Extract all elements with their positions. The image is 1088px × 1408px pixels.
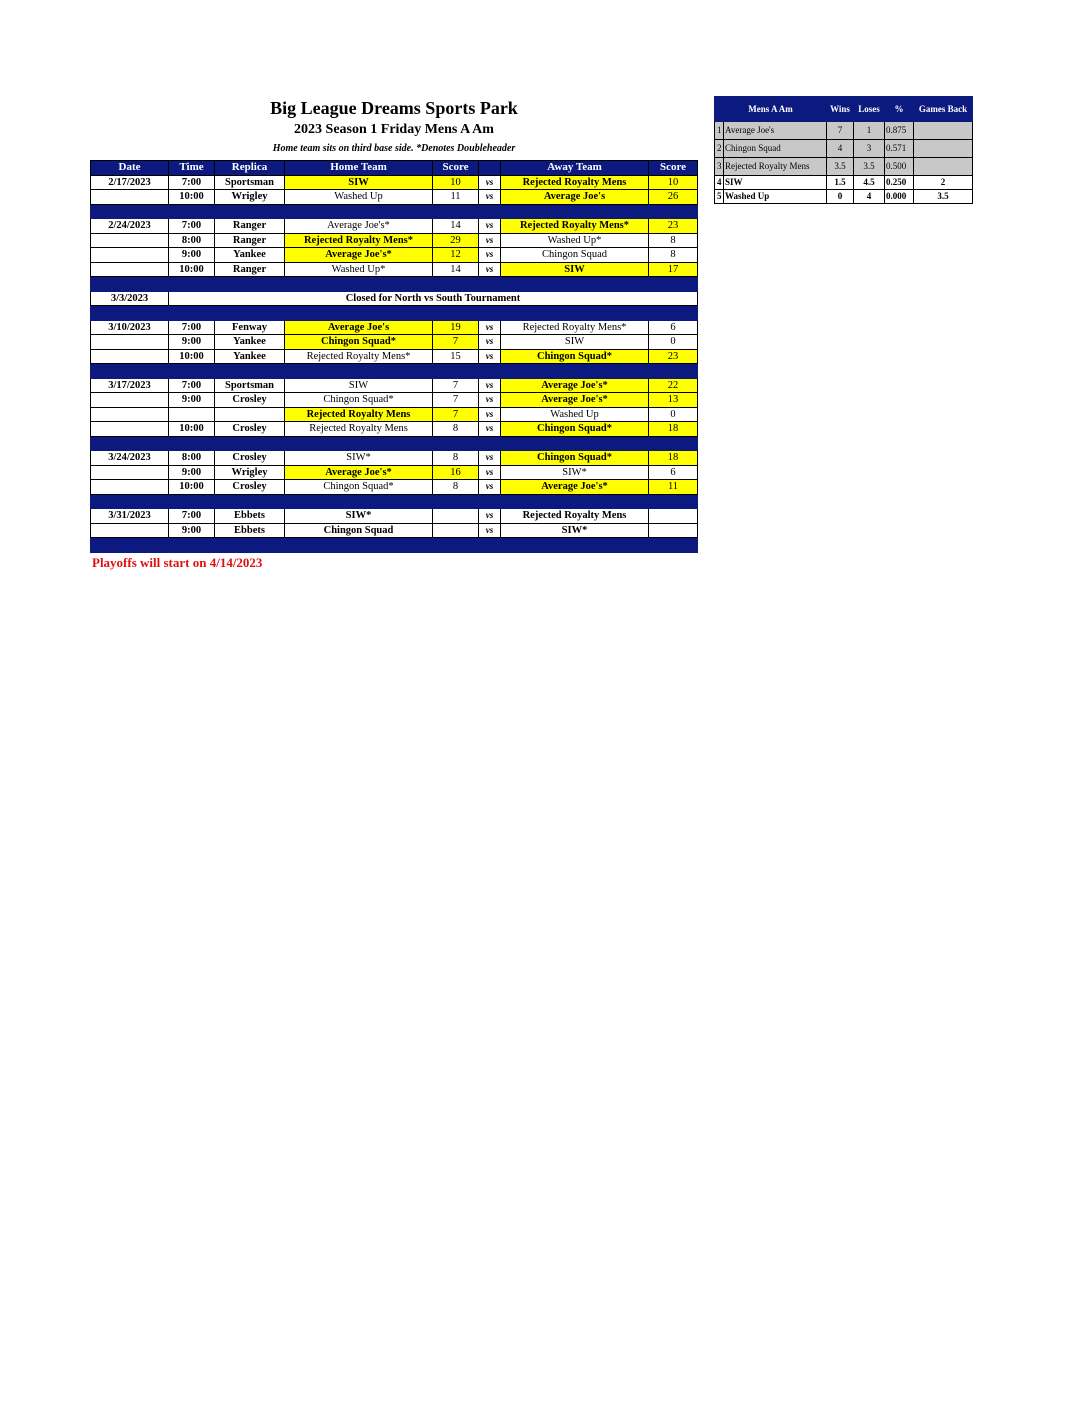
home-team: Chingon Squad* (285, 480, 433, 495)
away-score: 8 (649, 248, 698, 263)
game-field: Ranger (215, 262, 285, 277)
game-field: Ebbets (215, 509, 285, 524)
separator-cell (649, 494, 698, 509)
standings-wins: 3.5 (827, 158, 854, 176)
away-team: SIW* (501, 465, 649, 480)
game-row (91, 291, 698, 306)
game-row (91, 175, 698, 190)
game-date (91, 233, 169, 248)
game-time: 9:00 (169, 393, 215, 408)
away-team: SIW (501, 262, 649, 277)
home-team: Washed Up* (285, 262, 433, 277)
away-team: SIW (501, 335, 649, 350)
col-header-time: Time (169, 161, 215, 176)
vs-label: vs (479, 378, 501, 393)
game-field: Wrigley (215, 465, 285, 480)
away-score (649, 523, 698, 538)
game-row (91, 320, 698, 335)
separator-cell (215, 204, 285, 219)
home-team: Chingon Squad* (285, 335, 433, 350)
separator-cell (433, 204, 479, 219)
separator-cell (215, 277, 285, 292)
separator-cell (501, 538, 649, 553)
game-field: Ebbets (215, 523, 285, 538)
vs-label: vs (479, 248, 501, 263)
vs-label: vs (479, 219, 501, 234)
away-team: Rejected Royalty Mens* (501, 320, 649, 335)
separator-cell (479, 436, 501, 451)
vs-label: vs (479, 480, 501, 495)
page-title: Big League Dreams Sports Park (270, 98, 518, 118)
away-team: Average Joe's* (501, 480, 649, 495)
separator-cell (501, 277, 649, 292)
home-score: 14 (433, 262, 479, 277)
game-field: Yankee (215, 335, 285, 350)
game-time: 9:00 (169, 523, 215, 538)
game-time (169, 407, 215, 422)
game-date (91, 422, 169, 437)
home-team: Rejected Royalty Mens (285, 422, 433, 437)
standings-loses: 4 (854, 190, 885, 204)
standings-wins: 7 (827, 122, 854, 140)
game-date: 2/24/2023 (91, 219, 169, 234)
standings-games-back (914, 140, 973, 158)
game-time: 8:00 (169, 451, 215, 466)
separator-cell (433, 364, 479, 379)
col-header-replica: Replica (215, 161, 285, 176)
separator-cell (169, 538, 215, 553)
schedule-header-row (91, 161, 698, 176)
standings-wins: 0 (827, 190, 854, 204)
separator-cell (433, 494, 479, 509)
standings-pct: 0.571 (885, 140, 914, 158)
game-row (91, 465, 698, 480)
separator-cell (91, 204, 169, 219)
standings-header-wins: Wins (827, 97, 854, 122)
standings-games-back: 3.5 (914, 190, 973, 204)
separator-cell (169, 306, 215, 321)
away-team: Average Joe's* (501, 378, 649, 393)
col-header-away-score: Score (649, 161, 698, 176)
vs-label: vs (479, 422, 501, 437)
date-separator-row (91, 364, 698, 379)
home-score: 29 (433, 233, 479, 248)
away-score: 22 (649, 378, 698, 393)
home-score: 7 (433, 393, 479, 408)
away-team: Rejected Royalty Mens* (501, 219, 649, 234)
vs-label: vs (479, 509, 501, 524)
game-time: 9:00 (169, 248, 215, 263)
standings-pct: 0.500 (885, 158, 914, 176)
vs-label: vs (479, 407, 501, 422)
away-team: Rejected Royalty Mens (501, 175, 649, 190)
separator-cell (285, 538, 433, 553)
separator-cell (169, 364, 215, 379)
game-row (91, 262, 698, 277)
game-date (91, 523, 169, 538)
separator-cell (169, 436, 215, 451)
standings-loses: 4.5 (854, 176, 885, 190)
separator-cell (433, 538, 479, 553)
home-team: Rejected Royalty Mens* (285, 233, 433, 248)
away-team: Average Joe's (501, 190, 649, 205)
game-date (91, 190, 169, 205)
away-score: 18 (649, 451, 698, 466)
away-score: 11 (649, 480, 698, 495)
separator-cell (91, 306, 169, 321)
standings-loses: 3.5 (854, 158, 885, 176)
separator-cell (479, 494, 501, 509)
closed-notice: Closed for North vs South Tournament (169, 291, 698, 306)
separator-cell (215, 538, 285, 553)
home-score (433, 523, 479, 538)
game-time: 7:00 (169, 378, 215, 393)
game-field: Ranger (215, 233, 285, 248)
standings-team: Washed Up (724, 190, 827, 204)
away-team: Chingon Squad* (501, 451, 649, 466)
game-date (91, 407, 169, 422)
separator-cell (649, 204, 698, 219)
game-time: 10:00 (169, 480, 215, 495)
game-date: 3/24/2023 (91, 451, 169, 466)
away-score: 26 (649, 190, 698, 205)
standings-body (715, 122, 973, 204)
separator-cell (649, 306, 698, 321)
standings-table (714, 96, 973, 204)
separator-cell (285, 436, 433, 451)
home-score: 7 (433, 335, 479, 350)
standings-pct: 0.875 (885, 122, 914, 140)
col-header-date: Date (91, 161, 169, 176)
separator-cell (649, 538, 698, 553)
home-score: 15 (433, 349, 479, 364)
game-date (91, 393, 169, 408)
game-row (91, 523, 698, 538)
separator-cell (91, 436, 169, 451)
separator-cell (501, 436, 649, 451)
separator-cell (433, 277, 479, 292)
game-row (91, 393, 698, 408)
game-row (91, 480, 698, 495)
separator-cell (91, 364, 169, 379)
separator-cell (479, 306, 501, 321)
away-score: 13 (649, 393, 698, 408)
col-header-away-team: Away Team (501, 161, 649, 176)
separator-cell (91, 538, 169, 553)
separator-cell (285, 364, 433, 379)
standings-rank: 1 (715, 122, 724, 140)
standings-games-back: 2 (914, 176, 973, 190)
home-score: 16 (433, 465, 479, 480)
away-score: 23 (649, 219, 698, 234)
home-team: SIW (285, 378, 433, 393)
home-team: Average Joe's* (285, 219, 433, 234)
schedule-table (90, 160, 698, 553)
vs-label: vs (479, 175, 501, 190)
game-date (91, 480, 169, 495)
separator-cell (501, 204, 649, 219)
separator-cell (215, 364, 285, 379)
game-time: 8:00 (169, 233, 215, 248)
standings-header-pct: % (885, 97, 914, 122)
game-field: Ranger (215, 219, 285, 234)
date-separator-row (91, 204, 698, 219)
separator-cell (169, 494, 215, 509)
away-score: 6 (649, 465, 698, 480)
away-score: 10 (649, 175, 698, 190)
vs-label: vs (479, 393, 501, 408)
home-score: 19 (433, 320, 479, 335)
home-score: 14 (433, 219, 479, 234)
standings-rank: 5 (715, 190, 724, 204)
game-row (91, 349, 698, 364)
home-score: 8 (433, 451, 479, 466)
standings-pct: 0.000 (885, 190, 914, 204)
game-date: 3/17/2023 (91, 378, 169, 393)
separator-cell (501, 306, 649, 321)
separator-cell (285, 306, 433, 321)
standings-loses: 3 (854, 140, 885, 158)
separator-cell (285, 204, 433, 219)
away-score: 8 (649, 233, 698, 248)
game-row (91, 248, 698, 263)
game-date: 3/10/2023 (91, 320, 169, 335)
away-score: 23 (649, 349, 698, 364)
vs-label: vs (479, 233, 501, 248)
game-row (91, 190, 698, 205)
away-team: SIW* (501, 523, 649, 538)
separator-cell (649, 364, 698, 379)
separator-cell (479, 364, 501, 379)
standings-header-row (715, 97, 973, 122)
game-field: Yankee (215, 349, 285, 364)
date-separator-row (91, 436, 698, 451)
standings-team: SIW (724, 176, 827, 190)
game-row (91, 233, 698, 248)
vs-label: vs (479, 320, 501, 335)
game-field: Fenway (215, 320, 285, 335)
schedule-body (91, 175, 698, 552)
game-date (91, 248, 169, 263)
standings-rank: 3 (715, 158, 724, 176)
home-score: 11 (433, 190, 479, 205)
standings-row (715, 122, 973, 140)
game-date: 2/17/2023 (91, 175, 169, 190)
separator-cell (91, 277, 169, 292)
standings-loses: 1 (854, 122, 885, 140)
separator-cell (501, 364, 649, 379)
game-date: 3/31/2023 (91, 509, 169, 524)
separator-cell (215, 306, 285, 321)
home-team: SIW* (285, 451, 433, 466)
game-field (215, 407, 285, 422)
standings-team: Chingon Squad (724, 140, 827, 158)
separator-cell (215, 494, 285, 509)
game-row (91, 509, 698, 524)
away-team: Chingon Squad (501, 248, 649, 263)
separator-cell (649, 277, 698, 292)
game-row (91, 407, 698, 422)
away-score: 18 (649, 422, 698, 437)
away-team: Washed Up* (501, 233, 649, 248)
game-time: 7:00 (169, 175, 215, 190)
separator-cell (501, 494, 649, 509)
game-field: Sportsman (215, 378, 285, 393)
home-score (433, 509, 479, 524)
date-separator-row (91, 277, 698, 292)
home-team: SIW* (285, 509, 433, 524)
standings-rank: 4 (715, 176, 724, 190)
separator-cell (169, 277, 215, 292)
separator-cell (479, 204, 501, 219)
standings-row (715, 140, 973, 158)
vs-label: vs (479, 451, 501, 466)
standings-team: Rejected Royalty Mens (724, 158, 827, 176)
home-score: 10 (433, 175, 479, 190)
home-score: 7 (433, 378, 479, 393)
game-time: 7:00 (169, 320, 215, 335)
game-row (91, 335, 698, 350)
standings-header-division: Mens A Am (715, 97, 827, 122)
separator-cell (479, 538, 501, 553)
separator-cell (169, 204, 215, 219)
game-row (91, 378, 698, 393)
standings-row (715, 176, 973, 190)
vs-label: vs (479, 465, 501, 480)
vs-label: vs (479, 523, 501, 538)
standings-rank: 2 (715, 140, 724, 158)
game-time: 9:00 (169, 335, 215, 350)
standings-header-loses: Loses (854, 97, 885, 122)
separator-cell (433, 436, 479, 451)
separator-cell (433, 306, 479, 321)
separator-cell (91, 494, 169, 509)
home-team: SIW (285, 175, 433, 190)
game-field: Crosley (215, 451, 285, 466)
game-time: 7:00 (169, 219, 215, 234)
separator-cell (649, 436, 698, 451)
home-team: Chingon Squad (285, 523, 433, 538)
home-score: 8 (433, 480, 479, 495)
home-team: Chingon Squad* (285, 393, 433, 408)
standings-pct: 0.250 (885, 176, 914, 190)
game-row (91, 451, 698, 466)
game-date: 3/3/2023 (91, 291, 169, 306)
game-row (91, 422, 698, 437)
game-field: Crosley (215, 422, 285, 437)
date-separator-row (91, 538, 698, 553)
home-score: 8 (433, 422, 479, 437)
standings-games-back (914, 158, 973, 176)
home-score: 12 (433, 248, 479, 263)
away-team: Rejected Royalty Mens (501, 509, 649, 524)
home-team: Rejected Royalty Mens (285, 407, 433, 422)
col-header-home-team: Home Team (285, 161, 433, 176)
game-time: 10:00 (169, 262, 215, 277)
standings-header-games-back: Games Back (914, 97, 973, 122)
standings-row (715, 190, 973, 204)
game-date (91, 465, 169, 480)
col-header-home-score: Score (433, 161, 479, 176)
separator-cell (285, 494, 433, 509)
away-score: 0 (649, 407, 698, 422)
game-time: 10:00 (169, 190, 215, 205)
page-subtitle: 2023 Season 1 Friday Mens A Am (294, 122, 494, 137)
schedule-note: Home team sits on third base side. *Denotes Doubleheader (272, 143, 516, 154)
game-time: 10:00 (169, 422, 215, 437)
away-team: Average Joe's* (501, 393, 649, 408)
away-score: 6 (649, 320, 698, 335)
game-field: Wrigley (215, 190, 285, 205)
date-separator-row (91, 494, 698, 509)
separator-cell (215, 436, 285, 451)
game-date (91, 349, 169, 364)
game-field: Sportsman (215, 175, 285, 190)
game-date (91, 262, 169, 277)
game-date (91, 335, 169, 350)
game-field: Crosley (215, 393, 285, 408)
game-row (91, 219, 698, 234)
home-team: Rejected Royalty Mens* (285, 349, 433, 364)
game-time: 7:00 (169, 509, 215, 524)
vs-label: vs (479, 349, 501, 364)
standings-wins: 4 (827, 140, 854, 158)
standings-wins: 1.5 (827, 176, 854, 190)
game-time: 10:00 (169, 349, 215, 364)
home-team: Average Joe's* (285, 248, 433, 263)
standings-row (715, 158, 973, 176)
date-separator-row (91, 306, 698, 321)
vs-label: vs (479, 335, 501, 350)
home-team: Average Joe's (285, 320, 433, 335)
away-score (649, 509, 698, 524)
game-field: Crosley (215, 480, 285, 495)
standings-games-back (914, 122, 973, 140)
away-team: Chingon Squad* (501, 422, 649, 437)
away-team: Chingon Squad* (501, 349, 649, 364)
game-field: Yankee (215, 248, 285, 263)
home-team: Washed Up (285, 190, 433, 205)
playoffs-note: Playoffs will start on 4/14/2023 (92, 555, 263, 570)
away-team: Washed Up (501, 407, 649, 422)
separator-cell (479, 277, 501, 292)
away-score: 0 (649, 335, 698, 350)
col-header-vs (479, 161, 501, 176)
away-score: 17 (649, 262, 698, 277)
separator-cell (285, 277, 433, 292)
home-score: 7 (433, 407, 479, 422)
vs-label: vs (479, 262, 501, 277)
game-time: 9:00 (169, 465, 215, 480)
home-team: Average Joe's* (285, 465, 433, 480)
vs-label: vs (479, 190, 501, 205)
standings-team: Average Joe's (724, 122, 827, 140)
